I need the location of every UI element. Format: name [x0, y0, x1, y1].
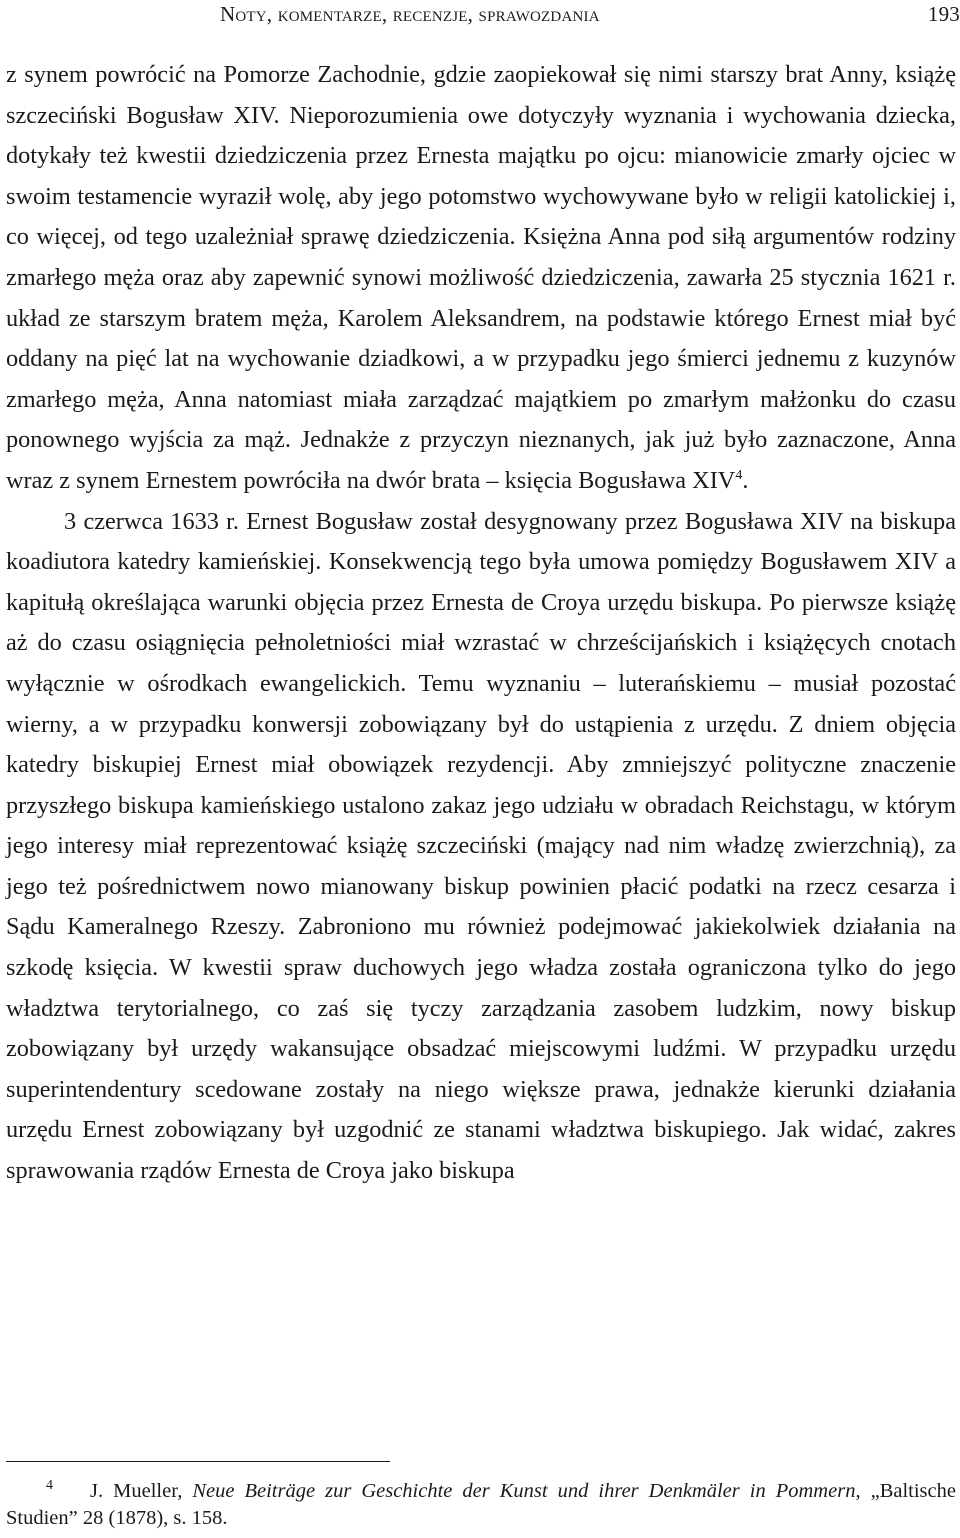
paragraph-2: 3 czerwca 1633 r. Ernest Bogusław został desygnowany przez Bogusława XIV na biskupa koadiutora katedry kamieńskiej. Konsekwencją tego była umowa pomiędzy Bogusławem XIV a kapitułą określająca warunki objęcia przez Ernesta de Croya urzędu biskupa. Po pierwsze książę aż do czasu osiągnięcia pełnoletniości miał wzrastać w chrześcijańskich i książęcych cnotach wyłącznie w ośrodkach ewangelickich. Temu wyznaniu – luterańskiemu – musiał pozostać wierny, a w przypadku konwersji zobowiązany był do ustąpienia z urzędu. Z dniem objęcia katedry biskupiej Ernest miał obowiązek rezydencji. Aby zmniejszyć polityczne znaczenie przyszłego biskupa kamieńskiego ustalono zakaz jego udziału w obradach Reichstagu, w którym jego interesy miał reprezentować książę szczeciński (mający nad nim władzę zwierzchnią), za jego też pośrednictwem nowo mianowany biskup powinien płacić podatki na rzecz cesarza i Sądu Kameralnego Rzeszy. Zabroniono mu również podejmować jakiekolwiek działania na szkodę księcia. W kwestii spraw duchowych jego władza została ograniczona tylko do jego władztwa terytorialnego, co zaś się tyczy zarządzania zasobem ludzkim, nowy biskup zobowiązany był urzędy wakansujące obsadzać miejscowymi ludźmi. W przypadku urzędu superintendentury scedowane zostały na niego większe prawa, jednakże kierunki działania urzędu Ernest zobowiązany był uzgodnić ze stanami władztwa biskupiego. Jak widać, zakres sprawowania rządów Ernesta de Croya jako biskupa	[6, 507, 956, 1185]
footnote-divider	[6, 1461, 390, 1462]
paragraph-1-end: .	[742, 466, 749, 494]
body-text	[6, 55, 956, 1192]
paragraph-1	[6, 55, 956, 502]
footnote-ref-4[interactable]: 4	[735, 467, 743, 483]
running-header-title: Noty, komentarze, recenzje, sprawozdania	[220, 2, 600, 26]
running-header	[220, 2, 960, 30]
page-number: 193	[927, 2, 960, 26]
footnote-source: , „Baltische Studien” 28 (1878), s. 158.	[6, 1480, 956, 1529]
paragraph-1-text: z synem powrócić na Pomorze Zachodnie, gdzie zaopiekował się nimi starszy brat Anny, książę szczeciński Bogusław XIV. Nieporozumienia owe dotyczyły wyznania i wychowania dziecka, dotykały też kwestii dziedziczenia przez Ernesta majątku po ojcu: mianowicie zmarły ojciec w swoim testamencie wyraził wolę, aby jego potomstwo wychowywane było w religii katolickiej i, co więcej, od tego uzależniał sprawę dziedziczenia. Księżna Anna pod siłą argumentów rodziny zmarłego męża oraz aby zapewnić synowi możliwość dziedziczenia, zawarła 25 stycznia 1621 r. układ ze starszym bratem męża, Karolem Aleksandrem, na podstawie którego Ernest miał być oddany na pięć lat na wychowanie dziadkowi, a w przypadku jego śmierci jednemu z kuzynów zmarłego męża, Anna natomiast miała zarządzać majątkiem po zmarłym małżonku do czasu ponownego wyjścia za mąż. Jednakże z przyczyn nieznanych, jak już było zaznaczone, Anna wraz z synem Ernestem powróciła na dwór brata – księcia Bogusława XIV	[6, 61, 956, 494]
footnote-author: J. Mueller,	[90, 1480, 193, 1502]
document-page	[6, 0, 960, 1538]
footnote-title: Neue Beiträge zur Geschichte der Kunst und ihrer Denkmäler in Pommern	[192, 1480, 856, 1502]
footnote-4: 4 J. Mueller, Neue Beiträge zur Geschichte der Kunst und ihrer Denkmäler in Pommern, „Baltische Studien” 28 (1878), s. 158.	[6, 1478, 956, 1529]
